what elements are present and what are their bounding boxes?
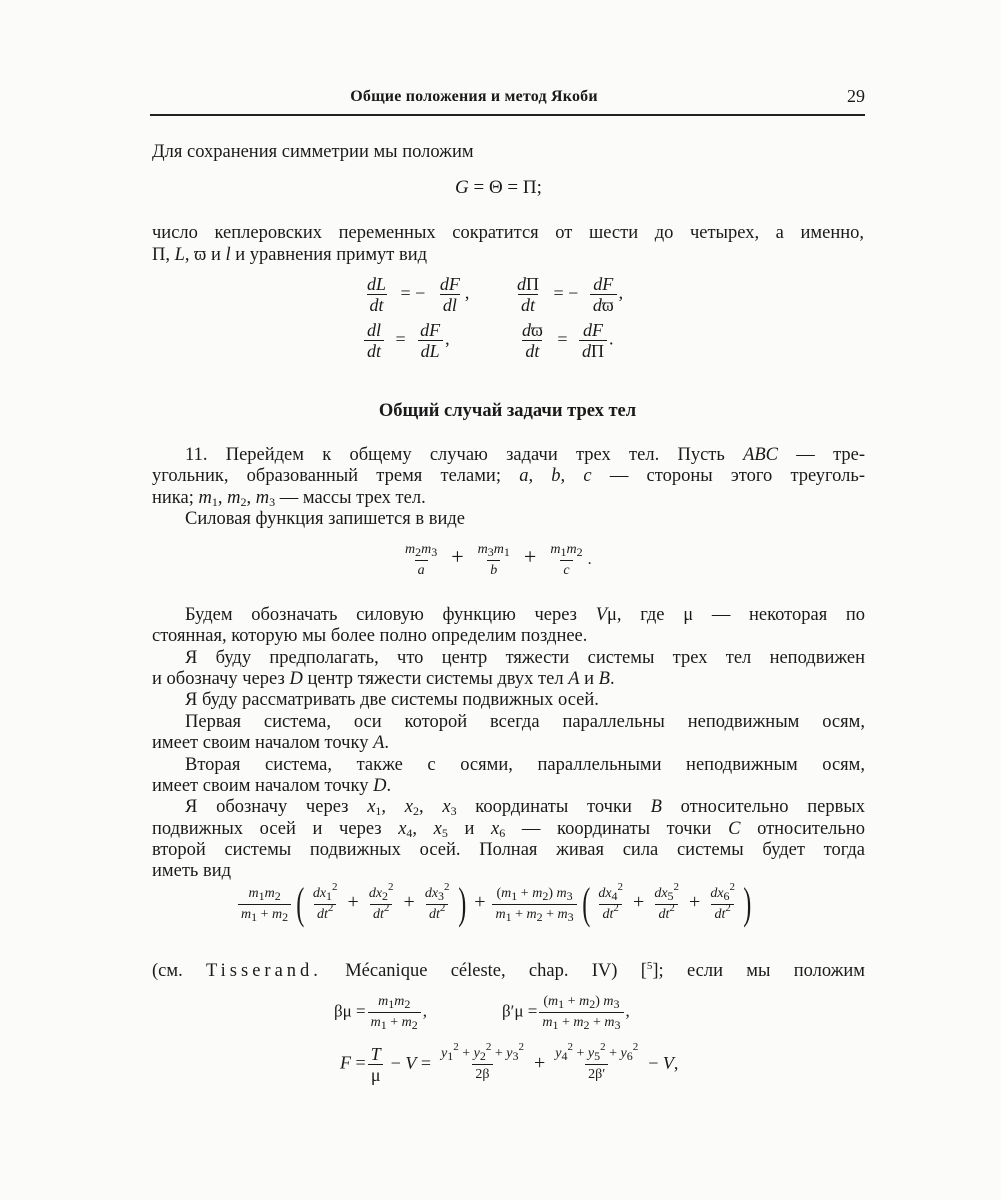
text-span: и уравнения примут вид [235, 245, 428, 265]
text-span: центр тяжести системы двух тел [307, 669, 564, 689]
text-span: имеет своим началом точку [152, 733, 369, 753]
paragraph: число кеплеровских переменных сократится от шести до четырех, а именно, [152, 223, 864, 243]
equation-kepler-1: $\frac{dL}{dt}$ = − $\frac{dF}{dl}$ , [367, 274, 470, 315]
paragraph-line [185, 444, 865, 466]
text-span: и [464, 819, 475, 839]
text-span: относительно первых [680, 797, 866, 817]
text-span: ]; если мы положим [652, 961, 866, 981]
paragraph: Силовая функция запишется в виде [185, 509, 465, 529]
text-span: , где [616, 605, 665, 625]
equation-kepler-2: $\frac{d\Pi}{dt}$ = − $\frac{dF}{dϖ}$ , [517, 274, 624, 315]
paragraph-line: Будем обозначать силовую функцию через Vμ, где μ — некоторая по [185, 605, 866, 625]
text-span: угольник, образованный тремя телами; [152, 466, 501, 486]
paragraph-line: стоянная, которую мы более полно определим позднее. [152, 626, 588, 646]
text-span: Я обозначу через [185, 797, 349, 817]
running-title: Общие положения и метод Якоби [350, 88, 598, 105]
paragraph-line: имеет своим началом точку D. [152, 776, 392, 796]
page-number: 29 [847, 86, 865, 106]
text-span: относительно [757, 819, 865, 839]
paragraph-line: ника; $m_1$, $m_2$, $m_3$ — массы трех тел. [152, 488, 426, 509]
text-span: и обозначу через [152, 669, 285, 689]
paragraph-line: иметь вид [152, 861, 232, 881]
paragraph-line: Π, L, ϖ и l и уравнения примут вид [152, 245, 428, 265]
paragraph-line: Я обозначу через $x_1$, $x_2$, $x_3$ координаты точки B относительно первых [185, 797, 866, 818]
text-span: 11. Перейдем к общему случаю задачи трех тел. Пусть [185, 445, 725, 465]
running-head [150, 88, 865, 116]
text-span: — некоторая по [711, 605, 866, 625]
paragraph-line: и обозначу через D центр тяжести системы двух тел A и B. [152, 669, 615, 689]
equation-kepler-4: $\frac{dϖ}{dt}$ = $\frac{dF}{d\Pi}$ . [522, 320, 614, 361]
text-span: Будем обозначать силовую функцию через [185, 605, 577, 625]
author-name: Tisserand. [206, 961, 322, 981]
paragraph-line [152, 465, 865, 487]
text-span: Mécanique céleste, chap. IV) [ [345, 961, 647, 981]
math-sides: a, b, c [519, 466, 592, 486]
text-span: — стороны этого треуголь- [609, 466, 866, 486]
equation-g-theta-pi: G = Θ = Π; [455, 177, 542, 198]
paragraph-line: подвижных осей и через $x_4$, $x_5$ и $x_6$ — координаты точки C относительно [152, 819, 865, 840]
equation-beta-prime: β′μ = $\frac{(m_1 + m_2) m_3}{m_1 + m_2 + m_3}$ , [502, 994, 630, 1032]
text-span: — массы трех тел. [279, 488, 426, 508]
text-span: имеет своим началом точку [152, 776, 369, 796]
paragraph-line: Первая система, оси которой всегда параллельны неподвижным осям, [185, 712, 865, 732]
equation-f: F = $\frac{T}{\mu}$ − V = $\frac{y_1^2 + y_2^2 + y_3^2}{2\beta}$ + $\frac{y_4^2 + y_5^2 + y_6^2}{2\beta'}$ − V, [340, 1041, 679, 1085]
paragraph-line: второй системы подвижных осей. Полная живая сила системы будет тогда [152, 840, 865, 860]
text-span: координаты точки [475, 797, 632, 817]
text-span: ника; [152, 488, 194, 508]
reference-number: 5 [646, 960, 653, 972]
equation-kepler-3: $\frac{dl}{dt}$ = $\frac{dF}{dL}$ , [362, 321, 450, 360]
text-span: и [584, 669, 595, 689]
equation-force-function: $\frac{m_2m_3}{a}$ + $\frac{m_3m_1}{b}$ + $\frac{m_1m_2}{c}$ . [405, 542, 592, 578]
paragraph-line [152, 960, 865, 982]
equation-kinetic-energy: $\frac{m_1m_2}{m_1 + m_2}$ ( $\frac{dx_1^2}{dt^2}$ + $\frac{dx_2^2}{dt^2}$ + $\frac{dx_3^2}{dt^2}$ ) + $\frac{(m_1 + m_2) m_3}{m_1 + m_2 + m_3}$ ( $\frac{dx_4^2}{dt^2}$ + $\frac{dx_5^2}{dt^2}$ + $\frac{dx_6^2}{dt^2}$ ) [236, 882, 755, 926]
text-span: подвижных осей и через [152, 819, 382, 839]
equation-beta: βμ = $\frac{m_1m_2}{m_1 + m_2}$ , [334, 994, 428, 1032]
section-heading: Общий случай задачи трех тел [378, 401, 637, 421]
text-span: — тре- [796, 445, 865, 465]
paragraph-line: Я буду предполагать, что центр тяжести системы трех тел неподвижен [185, 648, 865, 668]
text-span: — координаты точки [521, 819, 712, 839]
text-span: (см. [152, 961, 183, 981]
paragraph-line: Вторая система, также с осями, параллельными неподвижным осям, [185, 755, 865, 775]
paragraph-line: имеет своим началом точку A. [152, 733, 390, 753]
paragraph: Я буду рассматривать две системы подвижных осей. [185, 690, 599, 710]
paragraph: Для сохранения симметрии мы положим [152, 142, 474, 162]
math-abc: ABC [743, 445, 779, 465]
